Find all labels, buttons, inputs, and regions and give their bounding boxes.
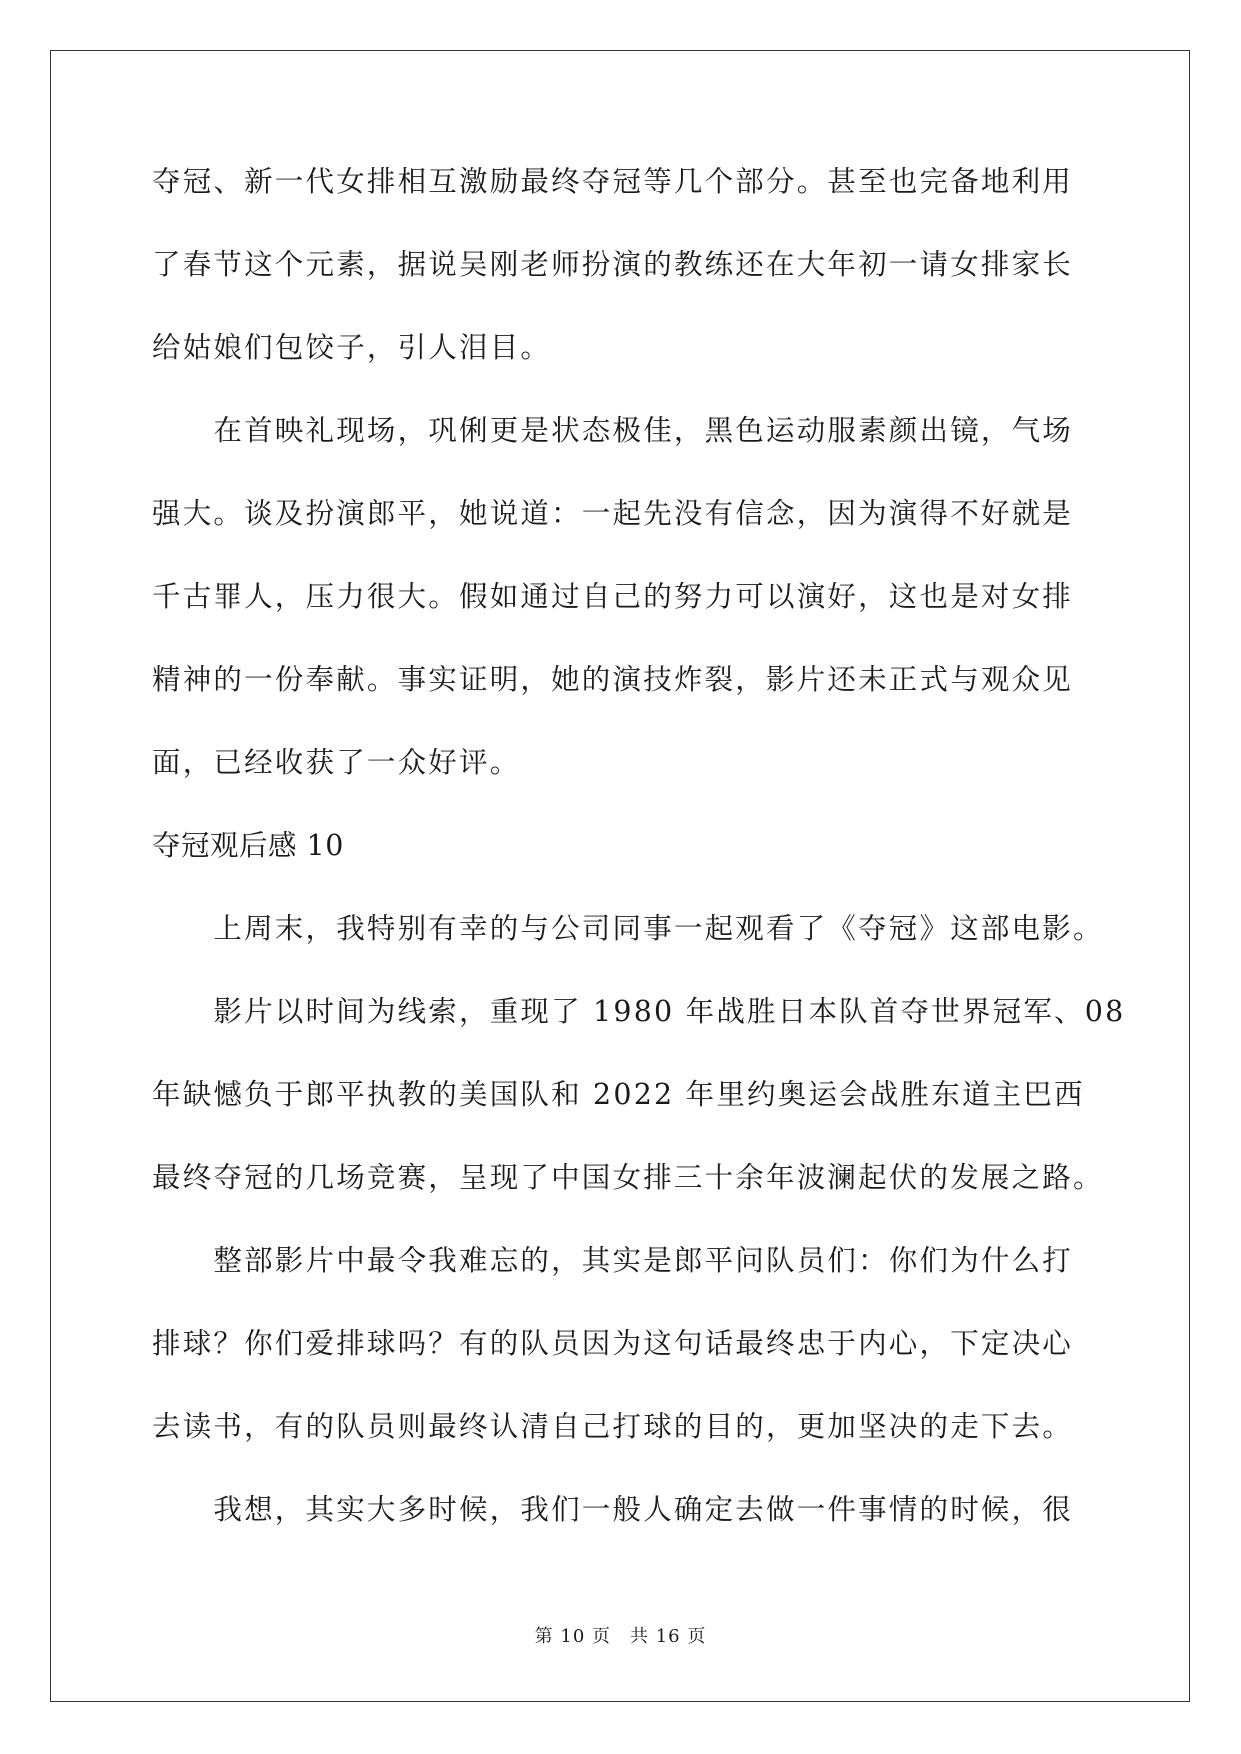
section-heading: 夺冠观后感 10	[152, 829, 344, 862]
text-line: 千古罪人，压力很大。假如通过自己的努力可以演好，这也是对女排	[152, 580, 1074, 613]
text-line: 精神的一份奉献。事实证明，她的演技炸裂，影片还未正式与观众见	[152, 663, 1074, 696]
text-line: 去读书，有的队员则最终认清自己打球的目的，更加坚决的走下去。	[152, 1410, 1074, 1443]
text-line: 年缺憾负于郎平执教的美国队和 2022 年里约奥运会战胜东道主巴西	[152, 1078, 1085, 1111]
page-number-footer: 第 10 页 共 16 页	[534, 1626, 707, 1647]
text-line: 给姑娘们包饺子，引人泪目。	[152, 331, 552, 364]
text-line: 夺冠、新一代女排相互激励最终夺冠等几个部分。甚至也完备地利用	[152, 165, 1074, 198]
text-line: 最终夺冠的几场竞赛，呈现了中国女排三十余年波澜起伏的发展之路。	[152, 1161, 1104, 1194]
text-line: 我想，其实大多时候，我们一般人确定去做一件事情的时候，很	[152, 1493, 1074, 1526]
text-line: 强大。谈及扮演郎平，她说道：一起先没有信念，因为演得不好就是	[152, 497, 1074, 530]
text-line: 在首映礼现场，巩俐更是状态极佳，黑色运动服素颜出镜，气场	[152, 414, 1074, 447]
text-line: 排球？你们爱排球吗？有的队员因为这句话最终忠于内心，下定决心	[152, 1327, 1074, 1360]
text-line: 整部影片中最令我难忘的，其实是郎平问队员们：你们为什么打	[152, 1244, 1074, 1277]
document-body	[152, 162, 1126, 1573]
text-line: 影片以时间为线索，重现了 1980 年战胜日本队首夺世界冠军、08	[152, 995, 1126, 1028]
text-line: 了春节这个元素，据说吴刚老师扮演的教练还在大年初一请女排家长	[152, 248, 1074, 281]
text-line: 面，已经收获了一众好评。	[152, 746, 521, 779]
text-line: 上周末，我特别有幸的与公司同事一起观看了《夺冠》这部电影。	[152, 912, 1104, 945]
